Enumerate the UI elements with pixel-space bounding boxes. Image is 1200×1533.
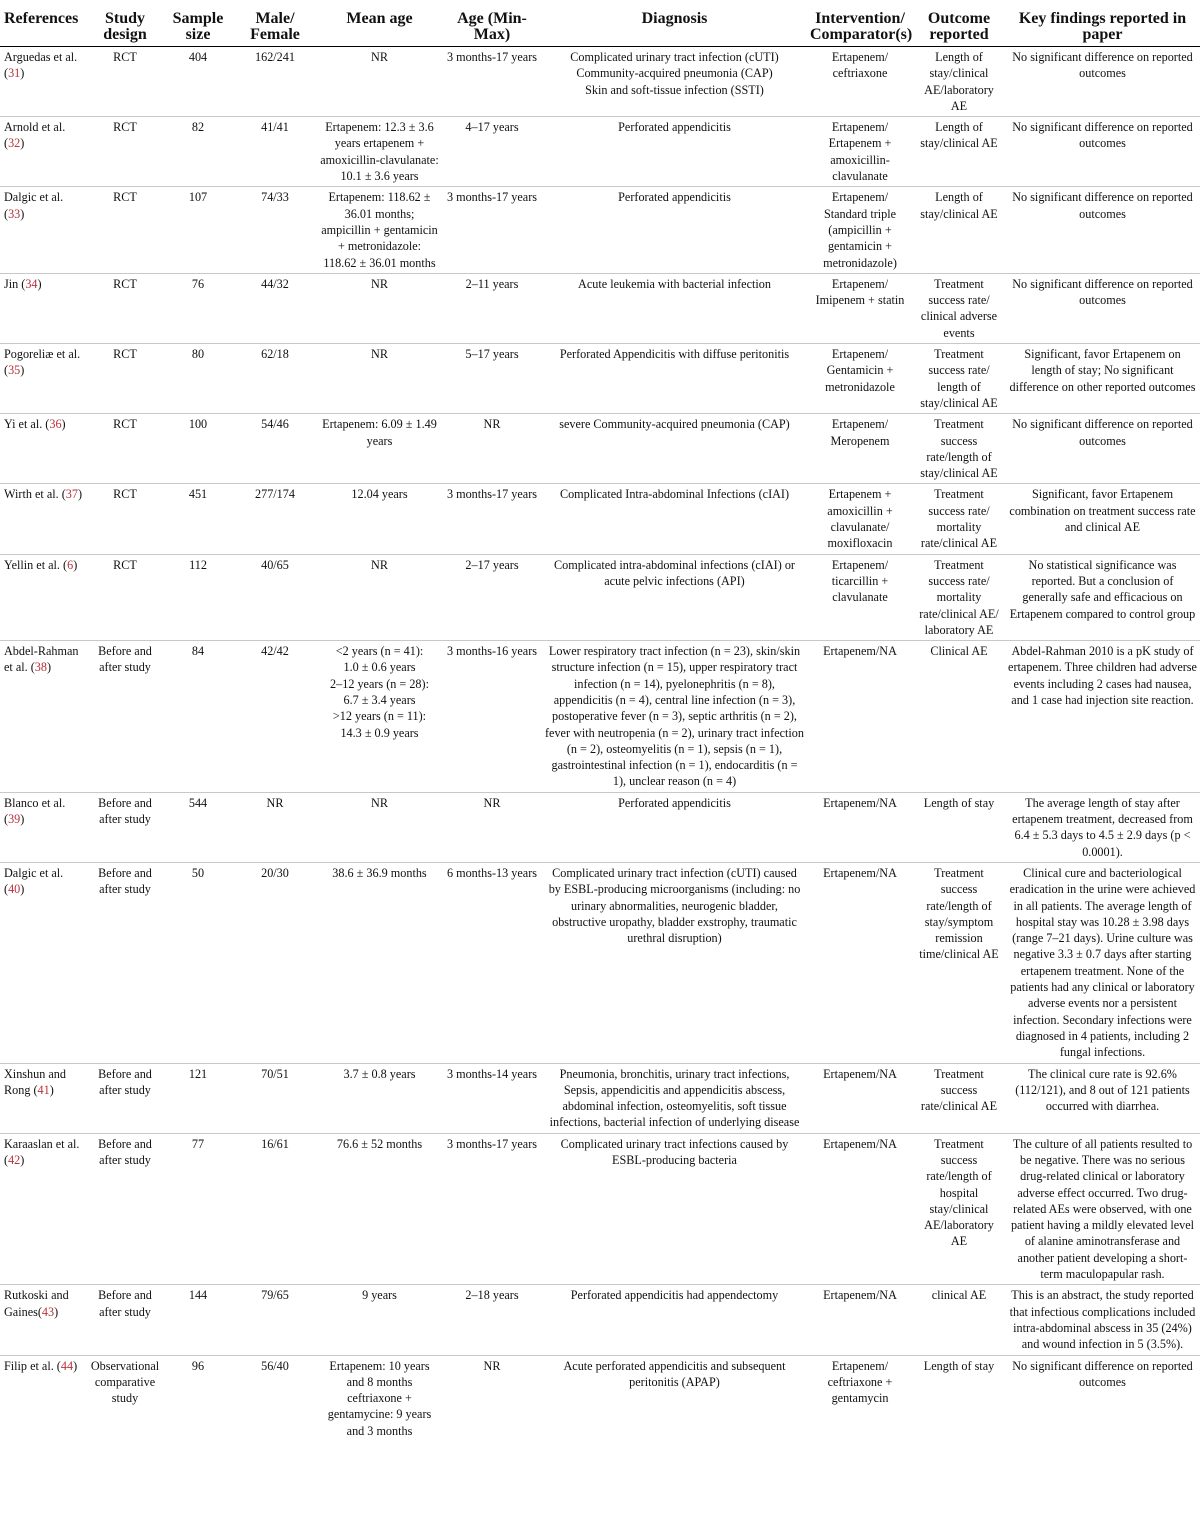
sample-size-cell: 82	[163, 117, 233, 187]
diagnosis-cell	[542, 484, 807, 554]
reference-author: Yi et al. (	[4, 417, 50, 432]
study-design-cell: RCT	[87, 484, 163, 554]
sample-size-cell: 50	[163, 862, 233, 1063]
mean-age-cell: 9 years	[317, 1285, 442, 1355]
key-findings-cell: No significant difference on reported outcomes	[1005, 47, 1200, 117]
key-findings-cell: The clinical cure rate is 92.6% (112/121), and 8 out of 121 patients occurred with diarrhea.	[1005, 1063, 1200, 1133]
mean-age-cell: Ertapenem: 12.3 ± 3.6 years ertapenem + amoxicillin-clavulanate: 10.1 ± 3.6 years	[317, 117, 442, 187]
key-findings-cell: No significant difference on reported outcomes	[1005, 117, 1200, 187]
mean-age-cell: 3.7 ± 0.8 years	[317, 1063, 442, 1133]
reference-cell	[0, 792, 87, 862]
reference-close: )	[20, 1153, 25, 1167]
outcome-cell: Clinical AE	[913, 641, 1005, 793]
sample-size-cell: 100	[163, 414, 233, 484]
male-female-cell: 277/174	[233, 484, 317, 554]
intervention-cell: Ertapenem/ Gentamicin + metronidazole	[807, 344, 913, 414]
mean-age-cell: NR	[317, 344, 442, 414]
study-design-cell: Before and after study	[87, 1285, 163, 1355]
male-female-cell: 44/32	[233, 273, 317, 343]
diagnosis-cell	[542, 862, 807, 1063]
study-design-cell: RCT	[87, 344, 163, 414]
outcome-cell: Treatment success rate/clinical AE	[913, 1063, 1005, 1133]
table-row	[0, 187, 1200, 273]
table-row	[0, 792, 1200, 862]
diagnosis-line: Perforated Appendicitis with diffuse peritonitis	[559, 347, 790, 362]
citation-link[interactable]: 38	[34, 660, 47, 675]
diagnosis-cell	[542, 187, 807, 273]
age-range-cell: 3 months-17 years	[442, 484, 542, 554]
mean-age-line: 14.3 ± 0.9 years	[340, 725, 419, 740]
key-findings-cell: The average length of stay after ertapenem treatment, decreased from 6.4 ± 5.3 days to 4.5 ± 2.9 days (p < 0.0001).	[1005, 792, 1200, 862]
age-range-cell: 3 months-17 years	[442, 1133, 542, 1285]
reference-close: )	[20, 363, 25, 378]
reference-author: Jin (	[4, 276, 26, 291]
age-range-cell: 3 months-17 years	[442, 187, 542, 273]
sample-size-cell: 121	[163, 1063, 233, 1133]
reference-close: )	[37, 276, 42, 291]
mean-age-cell: 12.04 years	[317, 484, 442, 554]
diagnosis-cell	[542, 414, 807, 484]
reference-close: )	[20, 882, 25, 897]
mean-age-cell	[317, 641, 442, 793]
outcome-cell: clinical AE	[913, 1285, 1005, 1355]
age-range-cell: NR	[442, 414, 542, 484]
reference-cell	[0, 344, 87, 414]
table-header	[0, 0, 1200, 47]
header-col-references: References	[0, 0, 87, 47]
sample-size-cell: 107	[163, 187, 233, 273]
age-range-cell: 3 months-16 years	[442, 641, 542, 793]
study-design-cell: RCT	[87, 47, 163, 117]
intervention-cell: Ertapenem/NA	[807, 641, 913, 793]
male-female-cell: 162/241	[233, 47, 317, 117]
intervention-cell: Ertapenem/ ticarcillin + clavulanate	[807, 554, 913, 640]
intervention-cell: Ertapenem/ Meropenem	[807, 414, 913, 484]
diagnosis-cell	[542, 1063, 807, 1133]
mean-age-cell: Ertapenem: 10 years and 8 months ceftriaxone + gentamycine: 9 years and 3 months	[327, 1358, 432, 1438]
diagnosis-line: Perforated appendicitis had appendectomy	[570, 1288, 779, 1303]
study-design-cell: Observational comparative study	[90, 1358, 160, 1406]
diagnosis-line: Complicated urinary tract infection (cUTI)	[570, 50, 779, 64]
diagnosis-cell	[542, 792, 807, 862]
male-female-cell: 54/46	[233, 414, 317, 484]
header-col-sample-size: Sample size	[163, 0, 233, 47]
diagnosis-cell	[542, 1355, 807, 1441]
outcome-cell: Treatment success rate/length of stay/symptom remission time/clinical AE	[913, 862, 1005, 1063]
mean-age-cell: Ertapenem: 118.62 ± 36.01 months; ampicillin + gentamicin + metronidazole: 118.62 ± 36.01 months	[317, 187, 442, 273]
intervention-cell: Ertapenem/ ceftriaxone	[807, 47, 913, 117]
table-row	[0, 47, 1200, 117]
mean-age-cell: NR	[317, 273, 442, 343]
reference-cell	[0, 273, 87, 343]
reference-cell	[0, 1285, 87, 1355]
diagnosis-cell	[542, 117, 807, 187]
citation-link[interactable]: 43	[41, 1304, 55, 1319]
diagnosis-line: severe Community-acquired pneumonia (CAP)	[559, 417, 790, 432]
male-female-cell: 20/30	[233, 862, 317, 1063]
reference-author: Wirth et al. (	[4, 487, 66, 502]
diagnosis-line: Acute perforated appendicitis and subsequent peritonitis (APAP)	[563, 1358, 786, 1389]
age-range-cell: NR	[483, 1358, 501, 1373]
study-design-cell: RCT	[87, 117, 163, 187]
male-female-cell: 56/40	[261, 1358, 289, 1373]
key-findings-cell: No significant difference on reported outcomes	[1005, 414, 1200, 484]
reference-cell	[0, 484, 87, 554]
intervention-cell: Ertapenem/NA	[807, 862, 913, 1063]
sample-size-cell: 404	[163, 47, 233, 117]
male-female-cell: 16/61	[233, 1133, 317, 1285]
sample-size-cell: 76	[163, 273, 233, 343]
sample-size-cell: 144	[163, 1285, 233, 1355]
mean-age-line: 6.7 ± 3.4 years	[343, 692, 416, 707]
diagnosis-line: Acute leukemia with bacterial infection	[578, 276, 771, 291]
mean-age-cell: NR	[317, 47, 442, 117]
mean-age-cell: 38.6 ± 36.9 months	[317, 862, 442, 1063]
diagnosis-line: Complicated urinary tract infection (cUTI) caused by ESBL-producing microorganisms (including: no urinary abnormalities, neurogenic bladder, obstructive uropathy, bladder exstrophy, traumatic urethral disruption)	[548, 865, 801, 946]
reference-author: Dalgic et al. (	[4, 865, 64, 897]
reference-cell	[0, 47, 87, 117]
mean-age-line: 2–12 years (n = 28):	[330, 676, 429, 691]
citation-link[interactable]: 6	[67, 557, 74, 572]
reference-cell	[0, 1063, 87, 1133]
key-findings-cell: Abdel-Rahman 2010 is a pK study of ertapenem. Three children had adverse events including 2 cases had nausea, and 1 case had injection site reaction.	[1005, 641, 1200, 793]
sample-size-cell: 451	[163, 484, 233, 554]
header-col-age-range: Age (Min-Max)	[442, 0, 542, 47]
reference-close: )	[61, 417, 66, 432]
diagnosis-line: Complicated intra-abdominal infections (cIAI) or acute pelvic infections (API)	[554, 557, 795, 588]
reference-close: )	[73, 557, 78, 572]
header-col-mean-age: Mean age	[317, 0, 442, 47]
diagnosis-cell	[542, 1285, 807, 1355]
age-range-cell: 3 months-17 years	[442, 47, 542, 117]
key-findings-cell: Significant, favor Ertapenem on length of stay; No significant difference on other reported outcomes	[1005, 344, 1200, 414]
diagnosis-line: Complicated urinary tract infections caused by ESBL-producing bacteria	[560, 1136, 789, 1167]
sample-size-cell: 77	[163, 1133, 233, 1285]
reference-close: )	[20, 66, 25, 81]
reference-close: )	[49, 1082, 54, 1097]
citation-link[interactable]: 32	[8, 136, 21, 151]
citation-link[interactable]: 44	[60, 1358, 74, 1373]
key-findings-cell: No significant difference on reported outcomes	[1005, 273, 1200, 343]
citation-link[interactable]: 35	[8, 363, 21, 378]
study-design-cell: Before and after study	[87, 1133, 163, 1285]
diagnosis-line: Perforated appendicitis	[618, 795, 731, 810]
reference-close: )	[54, 1304, 59, 1319]
reference-author: Rutkoski and Gaines(	[4, 1288, 69, 1319]
intervention-cell: Ertapenem/ Imipenem + statin	[807, 273, 913, 343]
key-findings-cell: No significant difference on reported outcomes	[1005, 187, 1200, 273]
reference-cell	[0, 1133, 87, 1285]
reference-cell	[0, 862, 87, 1063]
table-row	[0, 414, 1200, 484]
age-range-cell: NR	[442, 792, 542, 862]
age-range-cell: 6 months-13 years	[442, 862, 542, 1063]
intervention-cell: Ertapenem/ Ertapenem + amoxicillin-clavulanate	[807, 117, 913, 187]
diagnosis-cell	[542, 641, 807, 793]
intervention-cell: Ertapenem + amoxicillin + clavulanate/ moxifloxacin	[807, 484, 913, 554]
diagnosis-line: Lower respiratory tract infection (n = 23), skin/skin structure infection (n = 15), upper respiratory tract infection (n = 14), pyelonephritis (n = 8), appendicitis (n = 4), central line infection (n = 3), postoperative fever (n = 3), septic arthritis (n = 2), fever with neutropenia (n = 2), urinary tract infection (n = 2), osteomyelitis (n = 1), sepsis (n = 1), gastrointestinal infection (n = 1), endocarditis (n = 1), unclear reason (n = 4)	[545, 644, 804, 789]
outcome-cell: Treatment success rate/ mortality rate/clinical AE/ laboratory AE	[913, 554, 1005, 640]
male-female-cell: NR	[233, 792, 317, 862]
reference-cell	[0, 1355, 87, 1441]
reference-author: Arnold et al. (	[4, 120, 66, 151]
intervention-cell: Ertapenem/ ceftriaxone + gentamycin	[827, 1358, 893, 1406]
male-female-cell: 40/65	[233, 554, 317, 640]
study-design-cell: RCT	[87, 187, 163, 273]
citation-link[interactable]: 34	[25, 276, 38, 291]
age-range-cell: 4–17 years	[442, 117, 542, 187]
sample-size-cell: 112	[163, 554, 233, 640]
diagnosis-line: Community-acquired pneumonia (CAP)	[576, 66, 773, 81]
reference-close: )	[20, 136, 25, 151]
outcome-cell: Length of stay	[913, 792, 1005, 862]
reference-author: Blanco et al. (	[4, 795, 66, 827]
table-row	[0, 1063, 1200, 1133]
outcome-cell: Treatment success rate/ clinical adverse events	[913, 273, 1005, 343]
sample-size-cell: 80	[163, 344, 233, 414]
citation-link[interactable]: 40	[8, 882, 21, 897]
outcome-cell: Length of stay/clinical AE	[913, 117, 1005, 187]
reference-author: Abdel-Rahman et al. (	[4, 644, 79, 675]
citation-link[interactable]: 42	[8, 1153, 21, 1167]
mean-age-line: <2 years (n = 41):	[335, 644, 424, 659]
reference-cell	[0, 414, 87, 484]
reference-close: )	[46, 660, 52, 675]
diagnosis-line: Perforated appendicitis	[618, 120, 731, 135]
male-female-cell: 70/51	[233, 1063, 317, 1133]
study-design-cell: RCT	[87, 554, 163, 640]
citation-link[interactable]: 39	[8, 812, 21, 827]
key-findings-cell: The culture of all patients resulted to be negative. There was no serious drug-related clinical or laboratory adverse effect occurred. Two drug-related AEs were observed, with one patient having a mildly elevated level of alanine aminotransferase and another patient developing a short-term maculopapular rash.	[1005, 1133, 1200, 1285]
header-col-male-female: Male/ Female	[233, 0, 317, 47]
mean-age-cell: Ertapenem: 6.09 ± 1.49 years	[317, 414, 442, 484]
intervention-cell: Ertapenem/NA	[807, 1285, 913, 1355]
outcome-cell: Length of stay/clinical AE/laboratory AE	[913, 47, 1005, 117]
intervention-cell: Ertapenem/NA	[807, 1063, 913, 1133]
sample-size-cell: 96	[191, 1358, 205, 1373]
table-row	[0, 484, 1200, 554]
outcome-cell: Treatment success rate/ length of stay/clinical AE	[913, 344, 1005, 414]
reference-cell	[0, 187, 87, 273]
reference-author: Xinshun and Rong (	[4, 1066, 66, 1097]
intervention-cell: Ertapenem/NA	[807, 792, 913, 862]
reference-author: Karaaslan et al. (	[4, 1136, 80, 1167]
study-design-cell: RCT	[87, 414, 163, 484]
age-range-cell: 5–17 years	[442, 344, 542, 414]
header-col-outcome: Outcome reported	[913, 0, 1005, 47]
sample-size-cell: 84	[163, 641, 233, 793]
key-findings-cell: This is an abstract, the study reported that infectious complications included intra-abdominal abscess in 35 (24%) and wound infection in 5 (3.5%).	[1005, 1285, 1200, 1355]
header-col-study-design: Study design	[87, 0, 163, 47]
study-design-cell: Before and after study	[87, 792, 163, 862]
age-range-cell: 3 months-14 years	[442, 1063, 542, 1133]
study-design-cell: Before and after study	[87, 862, 163, 1063]
diagnosis-cell	[542, 344, 807, 414]
key-findings-cell: No statistical significance was reported. But a conclusion of generally safe and efficacious on Ertapenem compared to control group	[1005, 554, 1200, 640]
sample-size-cell: 544	[163, 792, 233, 862]
mean-age-line: 1.0 ± 0.6 years	[343, 660, 416, 675]
reference-close: )	[73, 1358, 78, 1373]
age-range-cell: 2–17 years	[442, 554, 542, 640]
reference-author: Dalgic et al. (	[4, 190, 64, 221]
diagnosis-line: Skin and soft-tissue infection (SSTI)	[585, 82, 764, 97]
table-row	[0, 1285, 1200, 1355]
study-design-cell: RCT	[87, 273, 163, 343]
mean-age-cell: NR	[317, 554, 442, 640]
table-body	[0, 47, 1200, 1442]
table-row	[0, 862, 1200, 1063]
key-findings-cell: Significant, favor Ertapenem combination on treatment success rate and clinical AE	[1005, 484, 1200, 554]
citation-link[interactable]: 37	[65, 487, 78, 502]
male-female-cell: 41/41	[233, 117, 317, 187]
reference-close: )	[20, 206, 25, 221]
study-design-cell: Before and after study	[87, 1063, 163, 1133]
table-row	[0, 117, 1200, 187]
mean-age-cell: NR	[317, 792, 442, 862]
key-findings-cell: No significant difference on reported outcomes	[1012, 1358, 1193, 1389]
reference-author: Arguedas et al. (	[4, 50, 78, 81]
table-row	[0, 1133, 1200, 1285]
outcome-cell: Length of stay	[923, 1358, 995, 1373]
header-col-intervention: Intervention/ Comparator(s)	[807, 0, 913, 47]
diagnosis-line: Complicated Intra-abdominal Infections (cIAI)	[559, 487, 790, 502]
diagnosis-cell	[542, 273, 807, 343]
diagnosis-line: Pneumonia, bronchitis, urinary tract infections, Sepsis, appendicitis and appendicitis abscess, abdominal infection, osteomyelitis, soft tissue infections, bacterial infection of underlying disease	[549, 1066, 800, 1130]
male-female-cell: 79/65	[233, 1285, 317, 1355]
age-range-cell: 2–18 years	[442, 1285, 542, 1355]
study-design-cell: Before and after study	[87, 641, 163, 793]
mean-age-line: >12 years (n = 11):	[332, 709, 427, 724]
reference-cell	[0, 554, 87, 640]
age-range-cell: 2–11 years	[442, 273, 542, 343]
reference-author: Yellin et al. (	[4, 557, 68, 572]
header-col-diagnosis: Diagnosis	[542, 0, 807, 47]
key-findings-cell: Clinical cure and bacteriological eradication in the urine were achieved in all patients. The average length of hospital stay was 10.28 ± 3.98 days (range 7–21 days). Urine culture was negative 3.3 ± 0.7 days after starting ertapenem treatment. None of the patients had any clinical or laboratory adverse events nor a persistent infection. Secondary infections were diagnosed in 4 patients, including 2 fungal infections.	[1005, 862, 1200, 1063]
reference-author: Pogoreliæ et al. (	[4, 347, 81, 378]
diagnosis-cell	[542, 1133, 807, 1285]
outcome-cell: Treatment success rate/length of stay/clinical AE	[913, 414, 1005, 484]
citation-link[interactable]: 41	[37, 1082, 50, 1097]
diagnosis-cell	[542, 554, 807, 640]
citation-link[interactable]: 31	[8, 66, 21, 81]
outcome-cell: Treatment success rate/length of hospital stay/clinical AE/laboratory AE	[913, 1133, 1005, 1285]
table-row	[0, 554, 1200, 640]
table-row	[0, 641, 1200, 793]
intervention-cell: Ertapenem/ Standard triple (ampicillin + gentamicin + metronidazole)	[807, 187, 913, 273]
reference-close: )	[20, 812, 25, 827]
citation-link[interactable]: 36	[49, 417, 62, 432]
reference-close: )	[77, 487, 83, 502]
outcome-cell: Length of stay/clinical AE	[913, 187, 1005, 273]
diagnosis-line: Perforated appendicitis	[618, 190, 731, 205]
mean-age-cell: 76.6 ± 52 months	[317, 1133, 442, 1285]
reference-cell	[0, 641, 87, 793]
reference-cell	[0, 117, 87, 187]
male-female-cell: 42/42	[233, 641, 317, 793]
table-row	[0, 344, 1200, 414]
header-row	[0, 0, 1200, 47]
diagnosis-cell	[542, 47, 807, 117]
citation-link[interactable]: 33	[8, 206, 21, 221]
reference-author: Filip et al. (	[4, 1358, 61, 1373]
intervention-cell: Ertapenem/NA	[807, 1133, 913, 1285]
male-female-cell: 62/18	[233, 344, 317, 414]
outcome-cell: Treatment success rate/ mortality rate/clinical AE	[913, 484, 1005, 554]
header-col-key-findings: Key findings reported in paper	[1005, 0, 1200, 47]
table-row	[0, 1355, 1200, 1441]
table-row	[0, 273, 1200, 343]
male-female-cell: 74/33	[233, 187, 317, 273]
